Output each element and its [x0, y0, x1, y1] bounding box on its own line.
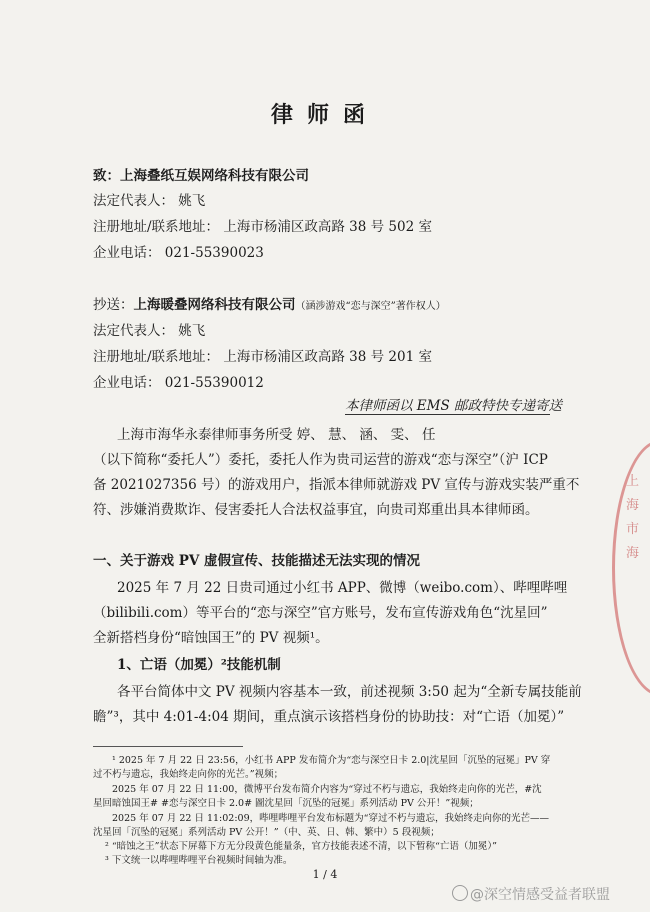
- recipient-name: 上海叠纸互娱网络科技有限公司: [120, 168, 309, 184]
- cc-name: 上海暖叠网络科技有限公司: [133, 297, 296, 313]
- footnote-line: 2025 年 07 月 22 日 11:00，微博平台发布简介内容为“穿过不朽与遗忘，我始终走向你的光芒，#沈: [112, 784, 542, 795]
- recipient-rep: 法定代表人： 姚飞: [93, 193, 206, 209]
- intro-line: 备 2021027356 号）的游戏用户，指派本律师就游戏 PV 宣传与游戏实装严重不: [93, 477, 580, 493]
- footnote-line: 星回暗蚀国王# #恋与深空日卡 2.0# 圖沈星回「沉坠的冠冕」系列活动 PV 公开！”视频；: [93, 798, 479, 809]
- cc-label: 抄送：: [93, 297, 134, 313]
- footnote-line: ¹ 2025 年 7 月 22 日 23:56，小红书 APP 发布简介为“恋与深空日卡 2.0|沈星回「沉坠的冠冕」PV 穿: [112, 755, 551, 766]
- footnote-line: 过不朽与遗忘，我始终走向你的光芒。”视频；: [93, 769, 284, 780]
- sub-heading: 1、亡语（加冕）²技能机制: [117, 657, 281, 673]
- delivery-underline: [345, 414, 550, 415]
- intro-line: 符、涉嫌消费欺诈、侵害委托人合法权益事宜，向贵司郑重出具本律师函。: [93, 502, 539, 518]
- cc-rep: 法定代表人： 姚飞: [93, 323, 206, 339]
- sub-para-line: 各平台简体中文 PV 视频内容基本一致，前述视频 3:50 起为“全新专属技能前: [117, 684, 582, 700]
- section-para-line: 2025 年 7 月 22 日贵司通过小红书 APP、微博（weibo.com）、哔哩哔哩: [117, 580, 568, 596]
- delivery-note: 本律师函以 EMS 邮政特快专递寄送: [345, 398, 563, 414]
- watermark-logo-icon: [452, 885, 468, 901]
- seal-text: 上海市海: [626, 474, 640, 561]
- watermark: @深空情感受益者联盟: [470, 887, 610, 903]
- recipient-line: [93, 164, 309, 184]
- intro-line: 上海市海华永泰律师事务所受 婷、 慧、 涵、 雯、 任: [117, 427, 436, 443]
- footnote-line: 沈星回「沉坠的冠冕」系列活动 PV 公开！”（中、英、日、韩、繁中）5 段视频；: [93, 827, 440, 838]
- sub-para-line: 瞻”³，其中 4:01-4:04 期间，重点演示该搭档身份的协助技：对“亡语（加冕）”: [93, 709, 565, 725]
- footnote-line: ² “暗蚀之王”状态下屏幕下方无分段黄色能量条，官方技能表述不清，以下暂称“亡语（加冕）”: [105, 841, 498, 852]
- to-label: 致：: [93, 168, 120, 184]
- cc-note: （涵涉游戏“恋与深空”著作权人）: [295, 301, 446, 312]
- footnote-line: ³ 下文统一以哔哩哔哩平台视频时间轴为准。: [105, 855, 293, 866]
- section-para-line: 全新搭档身份“暗蚀国王”的 PV 视频¹。: [93, 630, 329, 646]
- cc-address: 注册地址/联系地址： 上海市杨浦区政高路 38 号 201 室: [93, 349, 432, 365]
- recipient-phone: 企业电话： 021-55390023: [93, 245, 264, 261]
- cc-phone: 企业电话： 021-55390012: [93, 375, 264, 391]
- page-number: 1 / 4: [312, 868, 338, 881]
- recipient-address: 注册地址/联系地址： 上海市杨浦区政高路 38 号 502 室: [93, 219, 432, 235]
- intro-line: （以下简称“委托人”）委托，委托人作为贵司运营的游戏“恋与深空”（沪 ICP: [93, 452, 548, 468]
- cc-line: [93, 293, 446, 313]
- section-para-line: （bilibili.com）等平台的“恋与深空”官方账号，发布宣传游戏角色“沈星回”: [93, 605, 548, 621]
- section-heading: 一、关于游戏 PV 虚假宣传、技能描述无法实现的情况: [93, 553, 421, 569]
- footnote-line: 2025 年 07 月 22 日 11:02:09，哔哩哔哩平台发布标题为“穿过不朽与遗忘，我始终走向你的光芒——: [112, 813, 549, 824]
- footnote-rule: [93, 746, 243, 747]
- page-title: 律师函: [270, 102, 379, 128]
